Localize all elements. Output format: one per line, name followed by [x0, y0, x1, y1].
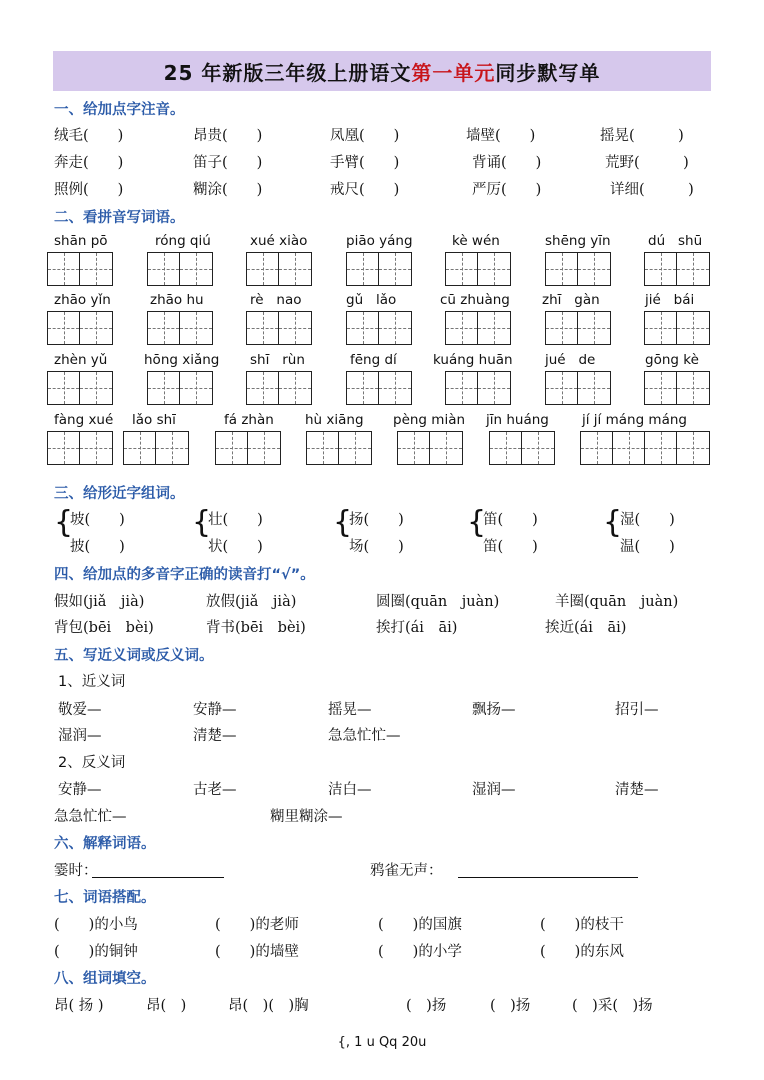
pinyin: shān pō	[54, 233, 108, 249]
s5-item: 急急忙忙—	[54, 809, 127, 825]
section-5-heading: 五、写近义词或反义词。	[54, 648, 214, 664]
s5-item: 古老—	[193, 782, 237, 798]
s4-item: 假如(jiǎ jià)	[54, 594, 145, 610]
s4-item: 背包(bēi bèi)	[54, 620, 154, 636]
s1-item: 凤凰( )	[330, 128, 400, 144]
section-2-heading: 二、看拼音写词语。	[54, 210, 185, 226]
s5-item: 洁白—	[328, 782, 372, 798]
s5-subheading: 2、反义词	[58, 755, 126, 771]
pinyin: kè wén	[452, 233, 500, 249]
char-boxes[interactable]	[545, 311, 611, 345]
pinyin: fēng dí	[350, 352, 397, 368]
s1-item: 墙壁( )	[466, 128, 536, 144]
brace-icon: {	[603, 505, 623, 540]
s5-item: 湿润—	[58, 728, 102, 744]
s8-item: 昂( )( )胸	[228, 998, 309, 1014]
s5-subheading: 1、近义词	[58, 674, 126, 690]
s1-item: 绒毛( )	[54, 128, 124, 144]
pinyin: rè nao	[250, 292, 302, 308]
pinyin: xué xiào	[250, 233, 308, 249]
char-boxes[interactable]	[346, 311, 412, 345]
s1-item: 摇晃( )	[600, 128, 684, 144]
page-footer: {, 1 u Qq 20u	[337, 1035, 427, 1050]
pinyin: jué de	[545, 352, 596, 368]
s1-item: 荒野( )	[605, 155, 689, 171]
s5-sub-1	[0, 670, 764, 692]
char-boxes[interactable]	[346, 252, 412, 286]
pinyin: cū zhuàng	[440, 292, 510, 308]
title-part2: 第一单元	[411, 60, 496, 85]
s1-item: 背诵( )	[472, 155, 542, 171]
s5-anti-row-2	[0, 805, 764, 827]
s5-item: 敬爱—	[58, 702, 102, 718]
s5-item: 糊里糊涂—	[270, 809, 343, 825]
s7-item: ( )的铜钟	[54, 944, 138, 960]
char-boxes[interactable]	[123, 431, 189, 465]
char-boxes[interactable]	[397, 431, 463, 465]
pinyin: shēng yīn	[545, 233, 611, 249]
pinyin: pèng miàn	[393, 412, 466, 428]
s7-item: ( )的小学	[378, 944, 462, 960]
brace-icon: {	[467, 505, 487, 540]
s6-item-1: 霎时：	[54, 863, 98, 879]
s4-item: 羊圈(quān juàn)	[555, 594, 679, 610]
char-boxes[interactable]	[644, 311, 710, 345]
s5-item: 飘扬—	[472, 702, 516, 718]
s5-item: 清楚—	[615, 782, 659, 798]
s5-item: 急急忙忙—	[328, 728, 401, 744]
pinyin: zhāo hu	[150, 292, 204, 308]
s4-item: 挨近(ái āi)	[545, 620, 627, 636]
s1-item: 严厉( )	[472, 182, 542, 198]
pinyin: piāo yáng	[346, 233, 413, 249]
s3-item: 笛( )	[483, 539, 538, 555]
char-boxes[interactable]	[445, 371, 511, 405]
pinyin: gōng kè	[645, 352, 699, 368]
char-boxes[interactable]	[445, 311, 511, 345]
s1-item: 糊涂( )	[193, 182, 263, 198]
s7-item: ( )的东风	[540, 944, 624, 960]
char-boxes[interactable]	[644, 371, 710, 405]
s3-item: 坡( )	[70, 512, 125, 528]
pinyin: fá zhàn	[224, 412, 274, 428]
char-boxes[interactable]	[445, 252, 511, 286]
s5-near-row-1	[0, 698, 764, 720]
char-boxes[interactable]	[306, 431, 372, 465]
s8-item: 昂( )	[146, 998, 187, 1014]
brace-icon: {	[54, 505, 74, 540]
answer-line[interactable]	[458, 876, 638, 878]
pinyin: kuáng huān	[433, 352, 513, 368]
pinyin: róng qiú	[155, 233, 211, 249]
brace-icon: {	[333, 505, 353, 540]
char-boxes[interactable]	[545, 252, 611, 286]
s3-item: 笛( )	[483, 512, 538, 528]
s3-pairs	[0, 505, 764, 558]
s4-item: 放假(jiǎ jià)	[206, 594, 297, 610]
s4-row-2	[0, 616, 764, 638]
s7-row-1	[0, 913, 764, 935]
pinyin: hù xiāng	[305, 412, 364, 428]
s1-row-3	[0, 178, 764, 200]
char-boxes[interactable]	[246, 371, 312, 405]
s7-item: ( )的小鸟	[54, 917, 138, 933]
answer-line[interactable]	[92, 876, 224, 878]
s8-item: 昂( 扬 )	[54, 998, 104, 1014]
pinyin: hōng xiǎng	[144, 352, 220, 368]
s1-row-2	[0, 151, 764, 173]
s5-item: 安静—	[58, 782, 102, 798]
s7-item: ( )的老师	[215, 917, 299, 933]
pinyin: shī rùn	[250, 352, 305, 368]
char-boxes[interactable]	[147, 311, 213, 345]
pinyin: zhèn yǔ	[54, 352, 108, 368]
char-boxes[interactable]	[489, 431, 555, 465]
s5-sub-2	[0, 751, 764, 773]
s1-item: 详细( )	[610, 182, 694, 198]
pinyin: fàng xué	[54, 412, 114, 428]
section-4-heading: 四、给加点的多音字正确的读音打“√”。	[54, 567, 315, 583]
s3-item: 披( )	[70, 539, 125, 555]
pinyin: dú shū	[648, 233, 703, 249]
s7-item: ( )的国旗	[378, 917, 462, 933]
s1-item: 手臂( )	[330, 155, 400, 171]
char-boxes[interactable]	[545, 371, 611, 405]
s3-item: 温( )	[620, 539, 675, 555]
s8-row	[0, 994, 764, 1016]
s1-item: 奔走( )	[54, 155, 124, 171]
s8-item: ( )扬	[490, 998, 531, 1014]
pinyin: jīn huáng	[486, 412, 549, 428]
s1-item: 戒尺( )	[330, 182, 400, 198]
s3-item: 壮( )	[208, 512, 263, 528]
title-part3: 同步默写单	[495, 60, 601, 85]
char-boxes[interactable]	[215, 431, 281, 465]
char-boxes[interactable]	[47, 431, 113, 465]
s7-item: ( )的墙壁	[215, 944, 299, 960]
pinyin: jié bái	[645, 292, 695, 308]
char-boxes[interactable]	[346, 371, 412, 405]
s5-item: 摇晃—	[328, 702, 372, 718]
char-boxes[interactable]	[246, 311, 312, 345]
char-boxes[interactable]	[147, 371, 213, 405]
s7-item: ( )的枝干	[540, 917, 624, 933]
section-1-heading: 一、给加点字注音。	[54, 102, 185, 118]
s7-row-2	[0, 940, 764, 962]
pinyin: gǔ lǎo	[346, 292, 397, 308]
char-boxes[interactable]	[147, 252, 213, 286]
s4-item: 圆圈(quān juàn)	[376, 594, 500, 610]
s8-item: ( )扬	[406, 998, 447, 1014]
pinyin: lǎo shī	[132, 412, 176, 428]
char-boxes[interactable]	[47, 311, 113, 345]
s3-item: 湿( )	[620, 512, 675, 528]
s3-item: 场( )	[349, 539, 404, 555]
s1-row-1	[0, 124, 764, 146]
s5-item: 湿润—	[472, 782, 516, 798]
s5-item: 清楚—	[193, 728, 237, 744]
char-boxes[interactable]	[47, 371, 113, 405]
section-7-heading: 七、词语搭配。	[54, 890, 156, 906]
char-boxes[interactable]	[246, 252, 312, 286]
s4-item: 挨打(ái āi)	[376, 620, 458, 636]
pinyin: jí jí máng máng	[582, 412, 687, 428]
char-boxes[interactable]	[47, 252, 113, 286]
s4-item: 背书(bēi bèi)	[206, 620, 306, 636]
s5-anti-row-1	[0, 778, 764, 800]
title-part1: 25 年新版三年级上册语文	[163, 60, 412, 85]
s3-item: 状( )	[208, 539, 263, 555]
s6-item-2: 鸦雀无声：	[370, 863, 443, 879]
brace-icon: {	[192, 505, 212, 540]
section-3-heading: 三、给形近字组词。	[54, 486, 185, 502]
s5-item: 招引—	[615, 702, 659, 718]
s1-item: 昂贵( )	[193, 128, 263, 144]
s3-item: 扬( )	[349, 512, 404, 528]
pinyin: zhāo yǐn	[54, 292, 111, 308]
pinyin: zhī gàn	[542, 292, 600, 308]
s8-item: ( )采( )扬	[572, 998, 653, 1014]
page-title	[53, 51, 711, 91]
s1-item: 照例( )	[54, 182, 124, 198]
section-8-heading: 八、组词填空。	[54, 971, 156, 987]
char-boxes[interactable]	[580, 431, 710, 465]
section-6-heading: 六、解释词语。	[54, 836, 156, 852]
s1-item: 笛子( )	[193, 155, 263, 171]
char-boxes[interactable]	[644, 252, 710, 286]
s5-item: 安静—	[193, 702, 237, 718]
s5-near-row-2	[0, 724, 764, 746]
s4-row-1	[0, 590, 764, 612]
